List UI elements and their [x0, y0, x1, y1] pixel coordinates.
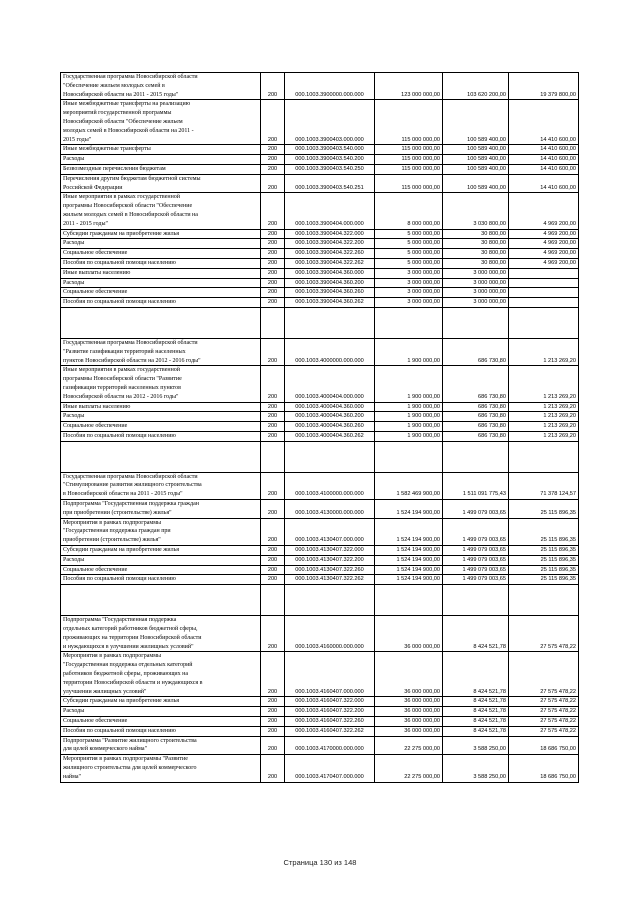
table-row	[61, 697, 579, 707]
row-code: 200	[261, 555, 285, 565]
row-code: 200	[261, 472, 285, 499]
row-kbk-code: 000.1003.4170407.000.000	[285, 755, 375, 782]
row-executed-amount: 686 730,80	[443, 402, 509, 412]
table-row	[61, 472, 579, 499]
row-name: Подпрограмма "Государственная поддержка отдельных категорий работников бюджетной сферы, проживающих на территории Новосибирской области и нуждающихся в улучшении жилищных условий"	[61, 616, 261, 652]
row-unexecuted-amount: 25 115 896,35	[509, 518, 579, 545]
table-row	[61, 239, 579, 249]
row-executed-amount: 8 424 521,78	[443, 652, 509, 697]
row-approved-amount: 1 524 194 900,00	[375, 555, 443, 565]
row-approved-amount: 1 900 000,00	[375, 422, 443, 432]
row-code: 200	[261, 546, 285, 556]
row-kbk-code: 000.1003.3900404.322.262	[285, 258, 375, 268]
row-unexecuted-amount: 1 213 269,20	[509, 338, 579, 365]
row-unexecuted-amount: 1 213 269,20	[509, 402, 579, 412]
row-name: Расходы	[61, 155, 261, 165]
row-approved-amount: 115 000 000,00	[375, 100, 443, 145]
row-kbk-code	[285, 307, 375, 338]
row-unexecuted-amount: 27 575 478,22	[509, 717, 579, 727]
row-name: Социальное обеспечение	[61, 565, 261, 575]
row-approved-amount: 8 000 000,00	[375, 193, 443, 229]
row-executed-amount: 686 730,80	[443, 422, 509, 432]
row-executed-amount: 686 730,80	[443, 338, 509, 365]
row-code: 200	[261, 249, 285, 259]
row-unexecuted-amount	[509, 441, 579, 472]
row-kbk-code: 000.1003.4160407.322.262	[285, 726, 375, 736]
row-kbk-code: 000.1003.4130407.322.260	[285, 565, 375, 575]
row-kbk-code: 000.1003.3900000.000.000	[285, 73, 375, 100]
row-unexecuted-amount: 4 969 200,00	[509, 193, 579, 229]
row-kbk-code: 000.1003.4130407.322.200	[285, 555, 375, 565]
row-executed-amount: 3 000 000,00	[443, 288, 509, 298]
table-row	[61, 100, 579, 145]
row-name: Пособия по социальной помощи населению	[61, 431, 261, 441]
row-name: Пособия по социальной помощи населению	[61, 258, 261, 268]
row-name: Подпрограмма "Развитие жилищного строительства для целей коммерческого найма"	[61, 736, 261, 755]
row-executed-amount: 3 588 250,00	[443, 736, 509, 755]
table-row	[61, 402, 579, 412]
table-spacer-row	[61, 307, 579, 338]
table-row	[61, 518, 579, 545]
row-executed-amount: 100 589 400,00	[443, 145, 509, 155]
row-executed-amount: 8 424 521,78	[443, 717, 509, 727]
row-approved-amount: 36 000 000,00	[375, 717, 443, 727]
row-executed-amount: 686 730,80	[443, 366, 509, 402]
row-code: 200	[261, 100, 285, 145]
row-executed-amount: 8 424 521,78	[443, 616, 509, 652]
row-unexecuted-amount: 25 115 896,35	[509, 555, 579, 565]
row-executed-amount: 30 800,00	[443, 239, 509, 249]
row-executed-amount: 1 499 079 003,65	[443, 575, 509, 585]
row-kbk-code: 000.1003.4130407.322.262	[285, 575, 375, 585]
row-approved-amount: 1 524 194 900,00	[375, 575, 443, 585]
row-executed-amount: 100 589 400,00	[443, 155, 509, 165]
row-kbk-code: 000.1003.4000404.360.262	[285, 431, 375, 441]
row-kbk-code: 000.1003.3900404.360.200	[285, 278, 375, 288]
row-executed-amount: 1 499 079 003,65	[443, 555, 509, 565]
row-unexecuted-amount: 25 115 896,35	[509, 500, 579, 519]
row-kbk-code: 000.1003.3900403.000.000	[285, 100, 375, 145]
row-approved-amount	[375, 585, 443, 616]
row-unexecuted-amount: 1 213 269,20	[509, 422, 579, 432]
row-name: Иные мероприятия в рамках государственной программы Новосибирской области "Развитие газификации территорий населенных пунктов Новосибирской области на 2012 - 2016 годы"	[61, 366, 261, 402]
row-code: 200	[261, 736, 285, 755]
row-name: Иные межбюджетные трансферты	[61, 145, 261, 155]
row-approved-amount: 1 900 000,00	[375, 366, 443, 402]
row-unexecuted-amount: 25 115 896,35	[509, 546, 579, 556]
row-approved-amount: 36 000 000,00	[375, 726, 443, 736]
row-code: 200	[261, 338, 285, 365]
row-code: 200	[261, 229, 285, 239]
row-executed-amount: 1 499 079 003,65	[443, 500, 509, 519]
row-code: 200	[261, 755, 285, 782]
row-code: 200	[261, 697, 285, 707]
row-approved-amount: 3 000 000,00	[375, 298, 443, 308]
row-name: Субсидии гражданам на приобретение жилья	[61, 546, 261, 556]
row-kbk-code: 000.1003.4100000.000.000	[285, 472, 375, 499]
row-code: 200	[261, 164, 285, 174]
row-name: Иные межбюджетные трансферты на реализацию мероприятий государственной программы Новосибирской области "Обеспечение жильем молодых семей в Новосибирской области на 2011 - 2015 годы"	[61, 100, 261, 145]
row-approved-amount: 5 000 000,00	[375, 229, 443, 239]
row-code: 200	[261, 268, 285, 278]
row-executed-amount	[443, 307, 509, 338]
row-unexecuted-amount: 4 969 200,00	[509, 258, 579, 268]
row-kbk-code: 000.1003.3900404.000.000	[285, 193, 375, 229]
row-approved-amount: 1 524 194 900,00	[375, 546, 443, 556]
row-approved-amount: 3 000 000,00	[375, 268, 443, 278]
row-name: Расходы	[61, 278, 261, 288]
table-row	[61, 546, 579, 556]
row-code: 200	[261, 575, 285, 585]
row-kbk-code: 000.1003.4160407.322.260	[285, 717, 375, 727]
row-approved-amount: 1 900 000,00	[375, 412, 443, 422]
table-spacer-row	[61, 441, 579, 472]
row-kbk-code	[285, 585, 375, 616]
row-unexecuted-amount	[509, 298, 579, 308]
row-unexecuted-amount: 18 686 750,00	[509, 736, 579, 755]
table-row	[61, 288, 579, 298]
row-executed-amount	[443, 585, 509, 616]
row-kbk-code: 000.1003.4130407.000.000	[285, 518, 375, 545]
row-approved-amount: 1 582 469 900,00	[375, 472, 443, 499]
row-unexecuted-amount	[509, 278, 579, 288]
row-code: 200	[261, 422, 285, 432]
row-unexecuted-amount: 19 379 800,00	[509, 73, 579, 100]
row-approved-amount: 5 000 000,00	[375, 239, 443, 249]
row-kbk-code: 000.1003.4160407.322.200	[285, 707, 375, 717]
row-kbk-code: 000.1003.3900404.360.260	[285, 288, 375, 298]
row-name: Расходы	[61, 707, 261, 717]
row-name: Государственная программа Новосибирской области "Обеспечение жильем молодых семей в Новосибирской области на 2011 - 2015 годы"	[61, 73, 261, 100]
row-executed-amount: 30 800,00	[443, 229, 509, 239]
row-executed-amount: 3 000 000,00	[443, 268, 509, 278]
row-executed-amount: 8 424 521,78	[443, 707, 509, 717]
row-unexecuted-amount: 4 969 200,00	[509, 229, 579, 239]
table-row	[61, 145, 579, 155]
row-executed-amount: 686 730,80	[443, 431, 509, 441]
row-name: Иные выплаты населению	[61, 402, 261, 412]
row-kbk-code: 000.1003.3900403.540.200	[285, 155, 375, 165]
row-name: Пособия по социальной помощи населению	[61, 575, 261, 585]
table-row	[61, 268, 579, 278]
table-row	[61, 338, 579, 365]
row-kbk-code: 000.1003.4000404.360.000	[285, 402, 375, 412]
row-kbk-code: 000.1003.4160407.000.000	[285, 652, 375, 697]
row-kbk-code: 000.1003.3900403.540.250	[285, 164, 375, 174]
row-unexecuted-amount: 1 213 269,20	[509, 431, 579, 441]
row-unexecuted-amount: 14 410 600,00	[509, 174, 579, 193]
row-code: 200	[261, 73, 285, 100]
row-code: 200	[261, 258, 285, 268]
table-row	[61, 616, 579, 652]
row-kbk-code: 000.1003.3900403.540.251	[285, 174, 375, 193]
row-unexecuted-amount: 27 575 478,22	[509, 726, 579, 736]
row-kbk-code: 000.1003.3900403.540.000	[285, 145, 375, 155]
row-executed-amount: 30 800,00	[443, 258, 509, 268]
row-approved-amount: 36 000 000,00	[375, 652, 443, 697]
row-code: 200	[261, 412, 285, 422]
row-code: 200	[261, 717, 285, 727]
row-approved-amount	[375, 441, 443, 472]
row-executed-amount: 100 589 400,00	[443, 100, 509, 145]
row-name: Перечисления другим бюджетам бюджетной системы Российской Федерации	[61, 174, 261, 193]
row-code	[261, 307, 285, 338]
row-approved-amount: 3 000 000,00	[375, 288, 443, 298]
budget-table-body	[61, 73, 579, 783]
table-row	[61, 249, 579, 259]
row-unexecuted-amount: 4 969 200,00	[509, 239, 579, 249]
row-code: 200	[261, 707, 285, 717]
row-name: Мероприятия в рамках подпрограммы "Государственная поддержка граждан при приобретении (строительстве) жилья"	[61, 518, 261, 545]
row-code: 200	[261, 278, 285, 288]
table-row	[61, 755, 579, 782]
row-approved-amount: 5 000 000,00	[375, 258, 443, 268]
row-unexecuted-amount: 14 410 600,00	[509, 100, 579, 145]
row-executed-amount: 3 588 250,00	[443, 755, 509, 782]
row-name: Пособия по социальной помощи населению	[61, 298, 261, 308]
table-row	[61, 717, 579, 727]
table-row	[61, 73, 579, 100]
row-code: 200	[261, 174, 285, 193]
row-code: 200	[261, 652, 285, 697]
row-unexecuted-amount: 25 115 896,35	[509, 565, 579, 575]
row-approved-amount: 1 524 194 900,00	[375, 518, 443, 545]
row-code: 200	[261, 616, 285, 652]
row-approved-amount: 3 000 000,00	[375, 278, 443, 288]
row-code: 200	[261, 726, 285, 736]
row-kbk-code: 000.1003.4130000.000.000	[285, 500, 375, 519]
row-unexecuted-amount: 27 575 478,22	[509, 707, 579, 717]
row-code: 200	[261, 239, 285, 249]
row-unexecuted-amount: 1 213 269,20	[509, 412, 579, 422]
table-row	[61, 726, 579, 736]
row-unexecuted-amount: 14 410 600,00	[509, 145, 579, 155]
row-kbk-code: 000.1003.4000404.000.000	[285, 366, 375, 402]
row-approved-amount: 36 000 000,00	[375, 616, 443, 652]
row-kbk-code: 000.1003.3900404.360.262	[285, 298, 375, 308]
row-executed-amount: 3 000 000,00	[443, 298, 509, 308]
row-code: 200	[261, 366, 285, 402]
row-unexecuted-amount	[509, 268, 579, 278]
row-approved-amount: 36 000 000,00	[375, 697, 443, 707]
row-executed-amount: 686 730,80	[443, 412, 509, 422]
row-code	[261, 585, 285, 616]
row-name: Безвозмездные перечисления бюджетам	[61, 164, 261, 174]
row-code: 200	[261, 193, 285, 229]
row-code	[261, 441, 285, 472]
table-row	[61, 736, 579, 755]
row-kbk-code: 000.1003.4170000.000.000	[285, 736, 375, 755]
row-approved-amount: 115 000 000,00	[375, 174, 443, 193]
table-row	[61, 298, 579, 308]
row-name: Социальное обеспечение	[61, 249, 261, 259]
table-row	[61, 500, 579, 519]
row-name: Иные мероприятия в рамках государственной программы Новосибирской области "Обеспечение жильем молодых семей в Новосибирской области на 2011 - 2015 годы"	[61, 193, 261, 229]
table-row	[61, 707, 579, 717]
table-spacer-row	[61, 585, 579, 616]
row-approved-amount: 123 000 000,00	[375, 73, 443, 100]
row-approved-amount: 115 000 000,00	[375, 164, 443, 174]
row-name: Государственная программа Новосибирской области "Стимулирование развития жилищного строительства в Новосибирской области на 2011 - 2015 годы"	[61, 472, 261, 499]
row-kbk-code: 000.1003.4000404.360.260	[285, 422, 375, 432]
row-kbk-code	[285, 441, 375, 472]
row-unexecuted-amount: 27 575 478,22	[509, 616, 579, 652]
budget-table	[60, 72, 579, 783]
row-kbk-code: 000.1003.3900404.322.200	[285, 239, 375, 249]
row-unexecuted-amount: 14 410 600,00	[509, 155, 579, 165]
row-unexecuted-amount: 4 969 200,00	[509, 249, 579, 259]
row-unexecuted-amount: 27 575 478,22	[509, 697, 579, 707]
row-kbk-code: 000.1003.3900404.322.260	[285, 249, 375, 259]
table-row	[61, 164, 579, 174]
row-kbk-code: 000.1003.3900404.322.000	[285, 229, 375, 239]
row-executed-amount: 100 589 400,00	[443, 164, 509, 174]
row-approved-amount: 5 000 000,00	[375, 249, 443, 259]
row-kbk-code: 000.1003.4160000.000.000	[285, 616, 375, 652]
row-name: Субсидии гражданам на приобретение жилья	[61, 697, 261, 707]
row-code: 200	[261, 565, 285, 575]
table-row	[61, 258, 579, 268]
row-approved-amount: 1 524 194 900,00	[375, 565, 443, 575]
row-unexecuted-amount: 1 213 269,20	[509, 366, 579, 402]
row-executed-amount: 1 499 079 003,65	[443, 546, 509, 556]
table-row	[61, 422, 579, 432]
table-row	[61, 155, 579, 165]
row-unexecuted-amount: 25 115 896,35	[509, 575, 579, 585]
table-row	[61, 412, 579, 422]
table-row	[61, 555, 579, 565]
row-unexecuted-amount: 27 575 478,22	[509, 652, 579, 697]
row-name: Государственная программа Новосибирской области "Развитие газификации территорий населенных пунктов Новосибирской области на 2012 - 2016 годы"	[61, 338, 261, 365]
table-row	[61, 174, 579, 193]
row-unexecuted-amount	[509, 288, 579, 298]
row-kbk-code: 000.1003.4160407.322.000	[285, 697, 375, 707]
row-approved-amount: 1 900 000,00	[375, 431, 443, 441]
row-approved-amount: 1 524 194 900,00	[375, 500, 443, 519]
row-executed-amount: 1 511 091 775,43	[443, 472, 509, 499]
row-executed-amount: 1 499 079 003,65	[443, 518, 509, 545]
row-code: 200	[261, 431, 285, 441]
row-executed-amount: 1 499 079 003,65	[443, 565, 509, 575]
row-executed-amount: 103 620 200,00	[443, 73, 509, 100]
row-unexecuted-amount	[509, 307, 579, 338]
row-executed-amount	[443, 441, 509, 472]
row-unexecuted-amount	[509, 585, 579, 616]
row-unexecuted-amount: 18 686 750,00	[509, 755, 579, 782]
row-executed-amount: 30 800,00	[443, 249, 509, 259]
row-approved-amount: 1 900 000,00	[375, 338, 443, 365]
row-name: Социальное обеспечение	[61, 717, 261, 727]
row-approved-amount: 1 900 000,00	[375, 402, 443, 412]
row-name: Пособия по социальной помощи населению	[61, 726, 261, 736]
row-name	[61, 585, 261, 616]
row-name: Расходы	[61, 412, 261, 422]
table-row	[61, 278, 579, 288]
row-name: Расходы	[61, 555, 261, 565]
row-unexecuted-amount: 14 410 600,00	[509, 164, 579, 174]
table-row	[61, 565, 579, 575]
row-code: 200	[261, 288, 285, 298]
row-code: 200	[261, 518, 285, 545]
row-name	[61, 441, 261, 472]
row-name: Иные выплаты населению	[61, 268, 261, 278]
table-row	[61, 431, 579, 441]
row-executed-amount: 3 030 800,00	[443, 193, 509, 229]
table-row	[61, 652, 579, 697]
row-name: Мероприятия в рамках подпрограммы "Развитие жилищного строительства для целей коммерческого найма"	[61, 755, 261, 782]
row-code: 200	[261, 298, 285, 308]
table-row	[61, 193, 579, 229]
row-name: Социальное обеспечение	[61, 422, 261, 432]
row-name: Подпрограмма "Государственная поддержка граждан при приобретении (строительстве) жилья"	[61, 500, 261, 519]
row-executed-amount: 100 589 400,00	[443, 174, 509, 193]
row-code: 200	[261, 145, 285, 155]
table-row	[61, 366, 579, 402]
page-number: Страница 130 из 148	[283, 858, 357, 867]
row-name: Расходы	[61, 239, 261, 249]
row-kbk-code: 000.1003.4130407.322.000	[285, 546, 375, 556]
row-name: Мероприятия в рамках подпрограммы "Государственная поддержка отдельных категорий работников бюджетной сферы, проживающих на территории Новосибирской области и нуждающихся в улучшении жилищных условий"	[61, 652, 261, 697]
row-name	[61, 307, 261, 338]
row-code: 200	[261, 155, 285, 165]
row-name: Субсидии гражданам на приобретение жилья	[61, 229, 261, 239]
row-kbk-code: 000.1003.4000404.360.200	[285, 412, 375, 422]
row-kbk-code: 000.1003.4000000.000.000	[285, 338, 375, 365]
row-approved-amount: 115 000 000,00	[375, 155, 443, 165]
table-row	[61, 575, 579, 585]
row-unexecuted-amount: 71 378 124,57	[509, 472, 579, 499]
row-approved-amount: 36 000 000,00	[375, 707, 443, 717]
row-approved-amount: 115 000 000,00	[375, 145, 443, 155]
table-row	[61, 229, 579, 239]
row-executed-amount: 8 424 521,78	[443, 697, 509, 707]
row-approved-amount: 22 275 000,00	[375, 755, 443, 782]
row-kbk-code: 000.1003.3900404.360.000	[285, 268, 375, 278]
row-executed-amount: 3 000 000,00	[443, 278, 509, 288]
row-executed-amount: 8 424 521,78	[443, 726, 509, 736]
row-code: 200	[261, 402, 285, 412]
row-approved-amount	[375, 307, 443, 338]
row-name: Социальное обеспечение	[61, 288, 261, 298]
row-approved-amount: 22 275 000,00	[375, 736, 443, 755]
row-code: 200	[261, 500, 285, 519]
